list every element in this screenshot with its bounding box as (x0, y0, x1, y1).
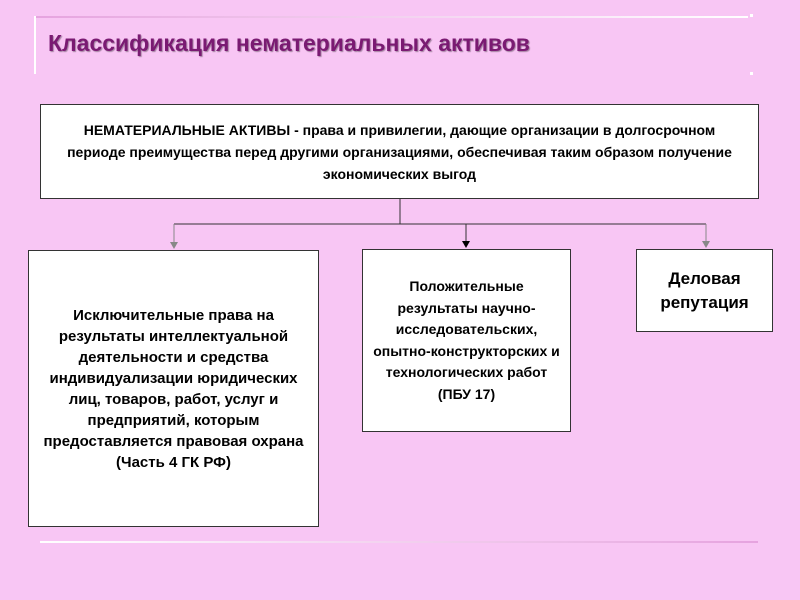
arrowhead-mid (462, 241, 470, 248)
category-text-rnd-results: Положительные результаты научно-исследовательских, опытно-конструкторских и технологических работ (ПБУ 17) (373, 278, 560, 402)
arrowhead-right (702, 241, 710, 248)
bottom-decor-line (40, 541, 758, 543)
arrowhead-left (170, 242, 178, 249)
category-box-rnd-results (362, 249, 571, 432)
slide-title: Классификация нематериальных активов (48, 30, 530, 56)
category-box-exclusive-rights (28, 250, 319, 527)
category-box-goodwill (636, 249, 773, 332)
category-text-exclusive-rights: Исключительные права на результаты интеллектуальной деятельности и средства индивидуализации юридических лиц, товаров, работ, услуг и предприятий, которым предоставляется правовая охрана (Часть 4 ГК РФ) (43, 306, 304, 471)
category-text-goodwill: Деловая репутация (660, 268, 749, 312)
root-concept-text: НЕМАТЕРИАЛЬНЫЕ АКТИВЫ - права и привилегии, дающие организации в долгосрочном периоде преимущества перед другими организациями, обеспечивая таким образом получение экономических выгод (67, 121, 732, 182)
root-concept-box (40, 104, 759, 199)
